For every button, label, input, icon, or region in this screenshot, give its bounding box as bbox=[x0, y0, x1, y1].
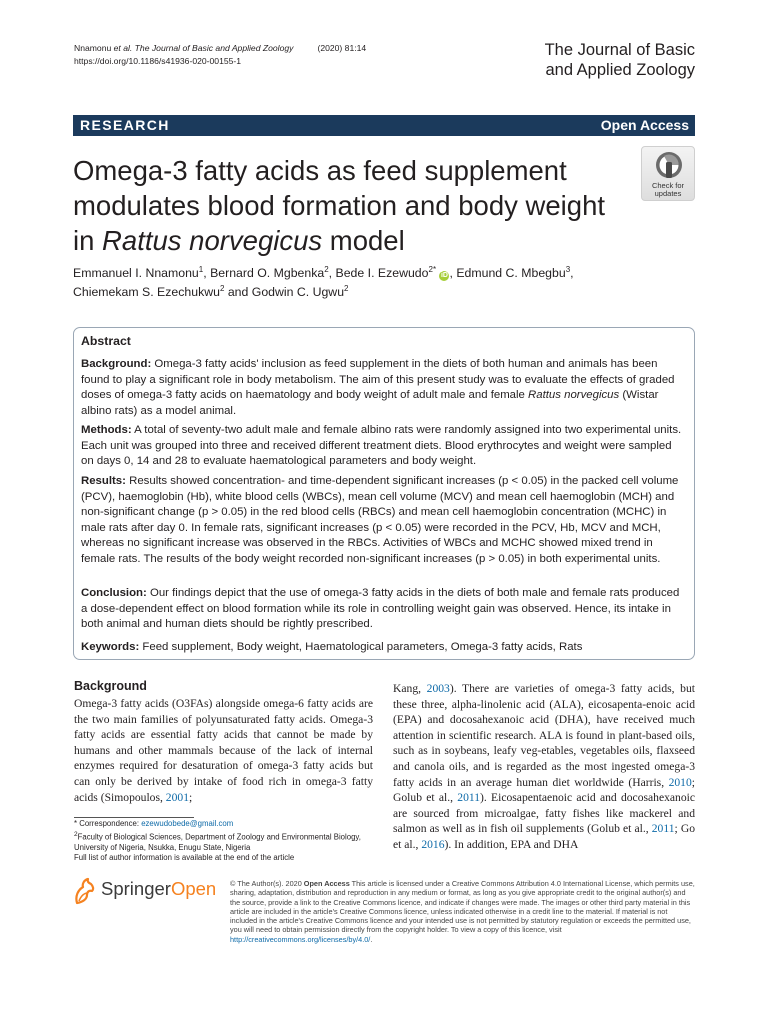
author-name: Chiemekam S. Ezechukwu bbox=[73, 285, 220, 299]
author-name: Bernard O. Mgbenka bbox=[210, 266, 325, 280]
springer-open-logo bbox=[73, 874, 223, 908]
citation-link[interactable]: 2016 bbox=[421, 837, 445, 851]
journal-name bbox=[545, 40, 695, 80]
body-right-text: ). In addition, EPA and DHA bbox=[444, 837, 579, 851]
citation-journal: The Journal of Basic and Applied Zoology bbox=[132, 43, 294, 53]
abstract-background bbox=[81, 357, 684, 419]
correspondence-label: * Correspondence: bbox=[74, 819, 142, 828]
abstract-results-text: Results showed concentration- and time-dependent significant increases (p < 0.05) in the packed cell volume (PCV), haemoglobin (Hb), white blood cells (WBCs), mean cell volume (MCV) and mean cell haemoglobin (MCH) and non-significant change (p > 0.05) in the red blood cells (RBCs) and mean cell haemoglobin concentration (MCHC) in male rats after day 0. In female rats, significant increases (p < 0.05) were recorded in the PCV, Hb, MCV and MCH, whereas no significant increase was observed in the RBCs. Activities of WBCs and MCHC showed mixed trend in female rats. The results of the body weight recorded non-significant increases (p > 0.05) in both experimental units. bbox=[81, 475, 679, 565]
author-sup: 3 bbox=[565, 264, 571, 274]
crossmark-line1: Check for bbox=[651, 181, 685, 190]
abstract-keywords-label: Keywords: bbox=[81, 641, 140, 653]
abstract-keywords bbox=[81, 640, 684, 656]
affiliation-text: Faculty of Biological Sciences, Department of Zoology and Environmental Biology, University of Nigeria, Nsukka, Enugu State, Nigeria bbox=[74, 832, 361, 852]
footnotes bbox=[74, 819, 374, 864]
section-heading-background: Background bbox=[74, 679, 147, 693]
article-type-label: RESEARCH bbox=[80, 117, 170, 133]
citation-link[interactable]: 2011 bbox=[457, 791, 481, 805]
journal-name-line2: and Applied Zoology bbox=[545, 61, 695, 79]
footnote-divider bbox=[74, 817, 194, 818]
license-link[interactable]: http://creativecommons.org/licenses/by/4.0/ bbox=[230, 934, 371, 944]
citation-year: (2020) 81:14 bbox=[317, 43, 367, 53]
author-name: Bede I. Ezewudo bbox=[335, 266, 429, 280]
title-part1: Omega-3 fatty acids as feed supplement modulates blood formation and body weight in bbox=[73, 155, 606, 256]
citation-link[interactable]: 2003 bbox=[426, 682, 450, 695]
author-sup: 1 bbox=[198, 264, 204, 274]
abstract-conclusion-label: Conclusion: bbox=[81, 587, 147, 599]
citation-etal: et al. bbox=[113, 43, 133, 53]
abstract-results bbox=[81, 474, 684, 567]
license-end: . bbox=[370, 934, 373, 944]
abstract-conclusion bbox=[81, 586, 684, 633]
body-right-text: ). Eicosapentaenoic acid and docosahexanoic are sourced from microalgae, fatty fishes like mackerel and salmon as well as in fish oil supplements (Golub et al., bbox=[393, 791, 695, 836]
springer-horse-icon bbox=[73, 876, 97, 906]
body-right-text: ; Go et al., bbox=[393, 822, 695, 851]
body-left-column bbox=[74, 696, 373, 805]
body-right-text: Kang, bbox=[393, 682, 427, 695]
author-name: Emmanuel I. Nnamonu bbox=[73, 266, 199, 280]
author-sup: 2 bbox=[344, 283, 349, 293]
publisher-name: Springer bbox=[101, 878, 171, 899]
header-citation bbox=[74, 42, 366, 68]
citation-authors: Nnamonu bbox=[74, 43, 114, 53]
body-right-text: ; Golub et al., bbox=[393, 775, 695, 805]
body-right-text: ). There are varieties of omega-3 fatty acids, but these three, alpha-linolenic acid (ALA), eicosapenta-enoic acid (EPA) and docosahexanoic acid (DHA), have received much attention in scientific research. ALA is found in plant-based oils, such as in soybeans, leafy veg-etables, vegetables oils, flaxseed and canola oils, and is regarded as the most ingested omega-3 fatty acids in an average human diet worldwide (Harris, bbox=[393, 682, 695, 789]
abstract-background-label: Background: bbox=[81, 358, 152, 370]
author-info-note: Full list of author information is available at the end of the article bbox=[74, 853, 295, 863]
body-left-text: Omega-3 fatty acids (O3FAs) alongside omega-6 fatty acids are the two main families of polyunsaturated fatty acids. Omega-3 fatty acids are essential fatty acids that cannot be made by humans and other mammals because of the lack of internal enzymes required for desaturation of omega-3 fatty acids but can only be derived by intake of food rich in omega-3 fatty acids (Simopoulos, bbox=[74, 697, 373, 804]
author-name: Edmund C. Mbegbu bbox=[456, 266, 566, 280]
abstract-keywords-text: Feed supplement, Body weight, Haematological parameters, Omega-3 fatty acids, Rats bbox=[139, 641, 583, 653]
abstract-background-species: Rattus norvegicus bbox=[528, 389, 620, 401]
check-for-updates-badge[interactable] bbox=[641, 146, 695, 201]
crossmark-icon bbox=[655, 151, 683, 181]
author-list: Emmanuel I. Nnamonu$^1$, Bernard O. Mgbenka$^2$, Bede I. Ezewudo$^{2*}$ iD , Edmund C. Mbegbu$^3$, Chiemekam S. Ezechukwu$^2$ and Godwin C. Ugwu$^2$ bbox=[73, 264, 574, 299]
title-species: Rattus norvegicus bbox=[102, 225, 323, 256]
citation-link[interactable]: 2010 bbox=[668, 775, 692, 789]
abstract-methods-text: A total of seventy-two adult male and female albino rats were randomly assigned into two experimental units. Each unit was grouped into three and received different treatment diets. Blood erythrocytes and weight were sampled on days 0, 14 and 28 to evaluate haematological parameters and body weight. bbox=[81, 424, 682, 467]
doi-link[interactable]: https://doi.org/10.1186/s41936-020-00155-1 bbox=[74, 56, 242, 66]
license-text bbox=[230, 879, 696, 944]
license-open-access: Open Access bbox=[303, 879, 350, 888]
orcid-icon[interactable]: iD bbox=[440, 272, 448, 279]
article-type-banner bbox=[73, 115, 695, 136]
author-sup: 2 bbox=[324, 264, 329, 274]
license-lead: © The Author(s). 2020 bbox=[230, 879, 304, 888]
abstract-methods bbox=[81, 423, 684, 470]
abstract-methods-label: Methods: bbox=[81, 424, 132, 436]
journal-name-line1: The Journal of Basic bbox=[544, 41, 695, 59]
body-left-tail: ; bbox=[188, 790, 193, 804]
article-title bbox=[73, 153, 633, 258]
affiliation-sup: 2 bbox=[74, 830, 78, 838]
citation-link[interactable]: 2001 bbox=[165, 790, 189, 804]
abstract-background-tail: (Wistar albino rats) as a model animal. bbox=[81, 389, 659, 417]
author-name: Godwin C. Ugwu bbox=[251, 285, 345, 299]
body-right-column bbox=[393, 681, 695, 853]
license-body: This article is licensed under a Creative Commons Attribution 4.0 International License, which permits use, sharing, adaptation, distribution and reproduction in any medium or format, as long as you give appropriate credit to the original author(s) and the source, provide a link to the Creative Commons licence, and indicate if changes were made. The images or other third party material in this article are included in the article's Creative Commons licence, unless indicated otherwise in a credit line to the material. If material is not included in the article's Creative Commons licence and your intended use is not permitted by statutory regulation or exceeds the permitted use, you will need to obtain permission directly from the copyright holder. To view a copy of this licence, visit bbox=[230, 879, 695, 935]
crossmark-line2: updates bbox=[654, 189, 682, 198]
abstract-conclusion-text: Our findings depict that the use of omega-3 fatty acids in the diets of both male and female rats produced a dose-dependent effect on blood formation while its role in controlling weight gain was observed. Hence, its intake in both animal and human diets should be rightly prescribed. bbox=[81, 587, 680, 630]
correspondence-email[interactable]: ezewudobede@gmail.com bbox=[141, 819, 234, 828]
abstract-heading: Abstract bbox=[81, 334, 131, 348]
publisher-suffix: Open bbox=[170, 878, 217, 899]
title-part2: model bbox=[322, 225, 405, 256]
open-access-label: Open Access bbox=[600, 117, 689, 133]
abstract-background-text: Omega-3 fatty acids' inclusion as feed supplement in the diets of both human and animals has been found to play a significant role in body metabolism. The aim of this present study was to evaluate the effects of graded doses of omega-3 fatty acids on haematology and body weight of adult male and female bbox=[81, 358, 675, 401]
citation-link[interactable]: 2011 bbox=[651, 822, 675, 836]
author-sup: 2* bbox=[428, 264, 437, 274]
abstract-results-label: Results: bbox=[81, 475, 126, 487]
author-sup: 2 bbox=[219, 283, 225, 293]
